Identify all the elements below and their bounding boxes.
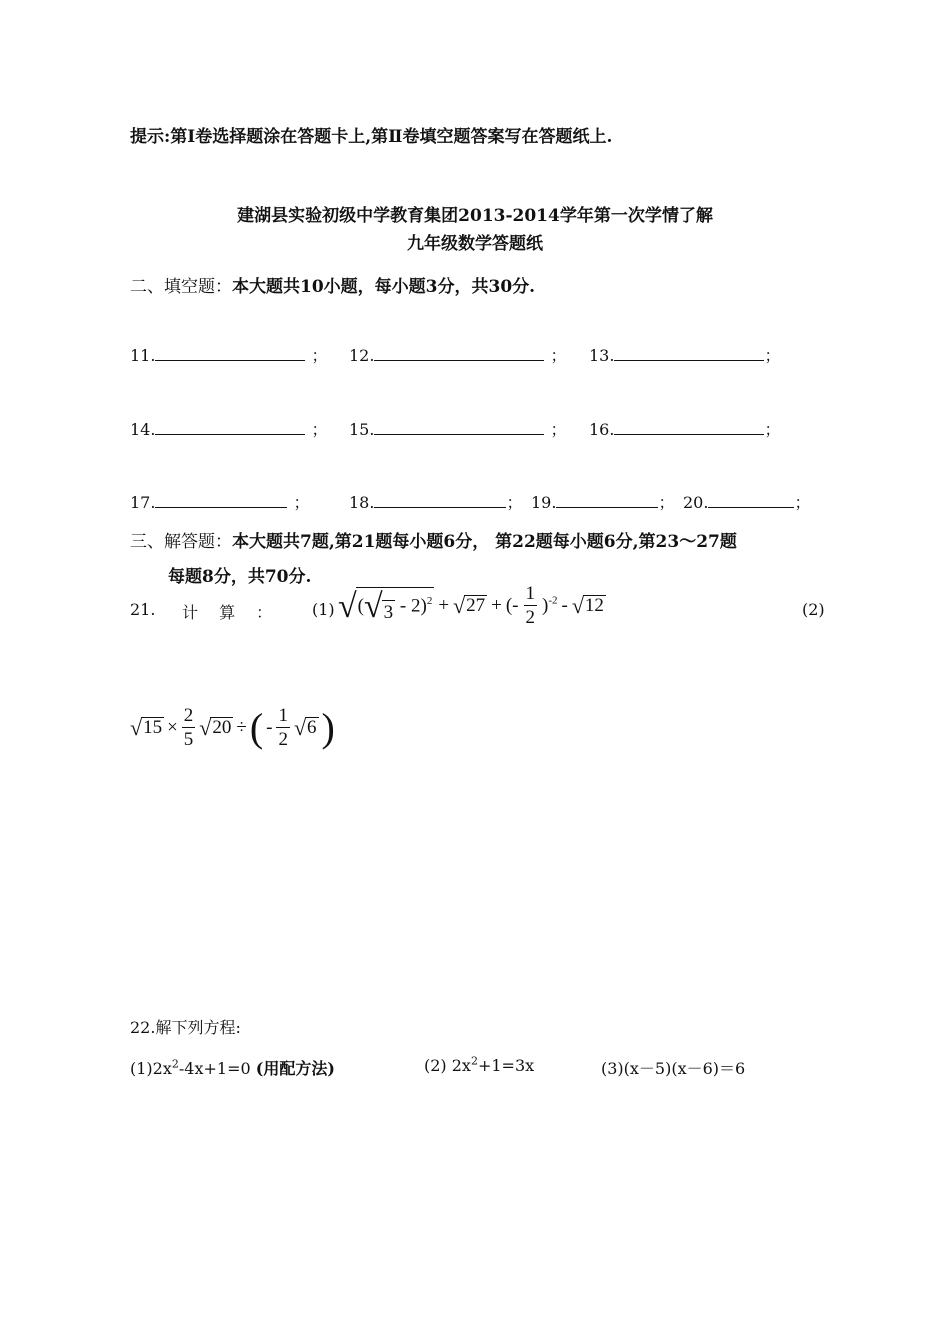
- semicolon: ；: [550, 346, 567, 365]
- q21-label: 计 算 ：: [182, 603, 273, 622]
- blank-13-label: 13.: [589, 346, 615, 365]
- blank-14[interactable]: [130, 417, 327, 440]
- blank-12-label: 12.: [349, 346, 375, 365]
- sqrt-15: √ 15: [130, 714, 163, 740]
- close-paren: ): [542, 594, 549, 616]
- page-subtitle: 九年级数学答题纸: [407, 234, 543, 254]
- q21-part1-label: (1): [312, 600, 335, 619]
- right-paren: ): [321, 704, 335, 750]
- blank-17[interactable]: [130, 490, 309, 513]
- plus-sign: +: [438, 594, 450, 616]
- sqrt-27: √ 27: [453, 592, 486, 618]
- q22-part1-prefix: (1)2x: [130, 1059, 172, 1078]
- plus-sign: +: [491, 594, 502, 616]
- semicolon: ；: [764, 420, 781, 439]
- semicolon: ；: [311, 346, 328, 365]
- fraction-one-half: $\frac{1}{2}$: [278, 705, 288, 750]
- blank-18[interactable]: [349, 490, 522, 513]
- sqrt-20: √ 20: [199, 714, 232, 740]
- q22-part2: [424, 1056, 534, 1075]
- square-exponent: 2: [426, 595, 433, 608]
- times-sign: ×: [167, 716, 178, 738]
- section2-desc: 本大题共10小题，每小题3分，共30分.: [232, 277, 536, 297]
- blank-16-label: 16.: [589, 420, 615, 439]
- blank-12-line[interactable]: [374, 346, 544, 361]
- q21-part2-label: (2): [802, 600, 825, 619]
- q21-number: 21.: [130, 600, 156, 619]
- open-paren: (: [357, 595, 364, 617]
- q22-part3: (3)(x－5)(x－6)＝6: [601, 1059, 746, 1078]
- blank-17-line[interactable]: [155, 493, 287, 508]
- minus-sign: -: [266, 716, 273, 738]
- blank-14-line[interactable]: [155, 420, 305, 435]
- semicolon: ；: [764, 346, 781, 365]
- blank-20-label: 20.: [683, 493, 709, 512]
- section3-desc-line2: 每题8分，共70分.: [168, 567, 312, 587]
- neg-two-exponent: -2: [548, 594, 558, 607]
- blank-15-line[interactable]: [374, 420, 544, 435]
- section2-label: 二、填空题：: [130, 277, 232, 297]
- page-title: 建湖县实验初级中学教育集团2013-2014学年第一次学情了解: [237, 206, 713, 226]
- outer-sqrt: √ ( √ 3 - 2)$^2$: [338, 588, 433, 625]
- blank-20[interactable]: [683, 490, 810, 513]
- blank-11[interactable]: [130, 343, 327, 366]
- q22-part2-exponent: 2: [470, 1054, 478, 1068]
- blank-14-label: 14.: [130, 420, 156, 439]
- blank-16[interactable]: [589, 417, 780, 440]
- semicolon: ；: [794, 493, 811, 512]
- section3-label: 三、解答题：: [130, 532, 232, 552]
- section2-header: [130, 272, 535, 297]
- section3-header: [130, 527, 737, 552]
- q22-part1-method: (用配方法): [255, 1059, 335, 1078]
- blank-19-label: 19.: [531, 493, 557, 512]
- blank-13[interactable]: [589, 343, 780, 366]
- blank-18-label: 18.: [349, 493, 375, 512]
- q21-expression-1: [338, 584, 606, 627]
- semicolon: ；: [506, 493, 523, 512]
- minus-two: - 2): [399, 595, 427, 617]
- blank-17-label: 17.: [130, 493, 156, 512]
- semicolon: ；: [311, 420, 328, 439]
- fraction-one-half: $\frac{1}{2}$: [525, 583, 535, 628]
- q22-part1: [130, 1056, 335, 1079]
- q22-title: 22.解下列方程:: [130, 1018, 241, 1037]
- left-paren: (: [249, 704, 264, 750]
- q22-part2-prefix: (2) 2x: [424, 1056, 471, 1075]
- tip-text: 提示:第Ⅰ卷选择题涂在答题卡上,第Ⅱ卷填空题答案写在答题纸上.: [130, 127, 613, 147]
- semicolon: ；: [550, 420, 567, 439]
- q22-part1-exponent: 2: [171, 1057, 179, 1071]
- section3-desc: 本大题共7题,第21题每小题6分， 第22题每小题6分,第23～27题: [232, 532, 737, 552]
- semicolon: ；: [658, 493, 675, 512]
- blank-11-label: 11.: [130, 346, 156, 365]
- semicolon: ；: [293, 493, 310, 512]
- blank-16-line[interactable]: [614, 420, 764, 435]
- blank-19[interactable]: [531, 490, 674, 513]
- blank-19-line[interactable]: [556, 493, 658, 508]
- blank-11-line[interactable]: [155, 346, 305, 361]
- fraction-two-fifths: $\frac{2}{5}$: [183, 705, 194, 750]
- blank-20-line[interactable]: [708, 493, 794, 508]
- blank-15[interactable]: [349, 417, 566, 440]
- sqrt-3: √ 3: [364, 588, 394, 625]
- sqrt-12: √ 12: [571, 592, 604, 618]
- blank-13-line[interactable]: [614, 346, 764, 361]
- q22-part1-rest: -4x+1=0: [178, 1059, 256, 1078]
- minus-sign: -: [561, 594, 568, 616]
- blank-12[interactable]: [349, 343, 566, 366]
- blank-18-line[interactable]: [374, 493, 506, 508]
- q21-expression-2: [130, 706, 335, 749]
- neg-open-paren: (-: [505, 594, 519, 616]
- sqrt-6: √ 6: [293, 714, 317, 740]
- blank-15-label: 15.: [349, 420, 375, 439]
- q22-part2-rest: +1=3x: [477, 1056, 535, 1075]
- divide-sign: ÷: [236, 716, 247, 738]
